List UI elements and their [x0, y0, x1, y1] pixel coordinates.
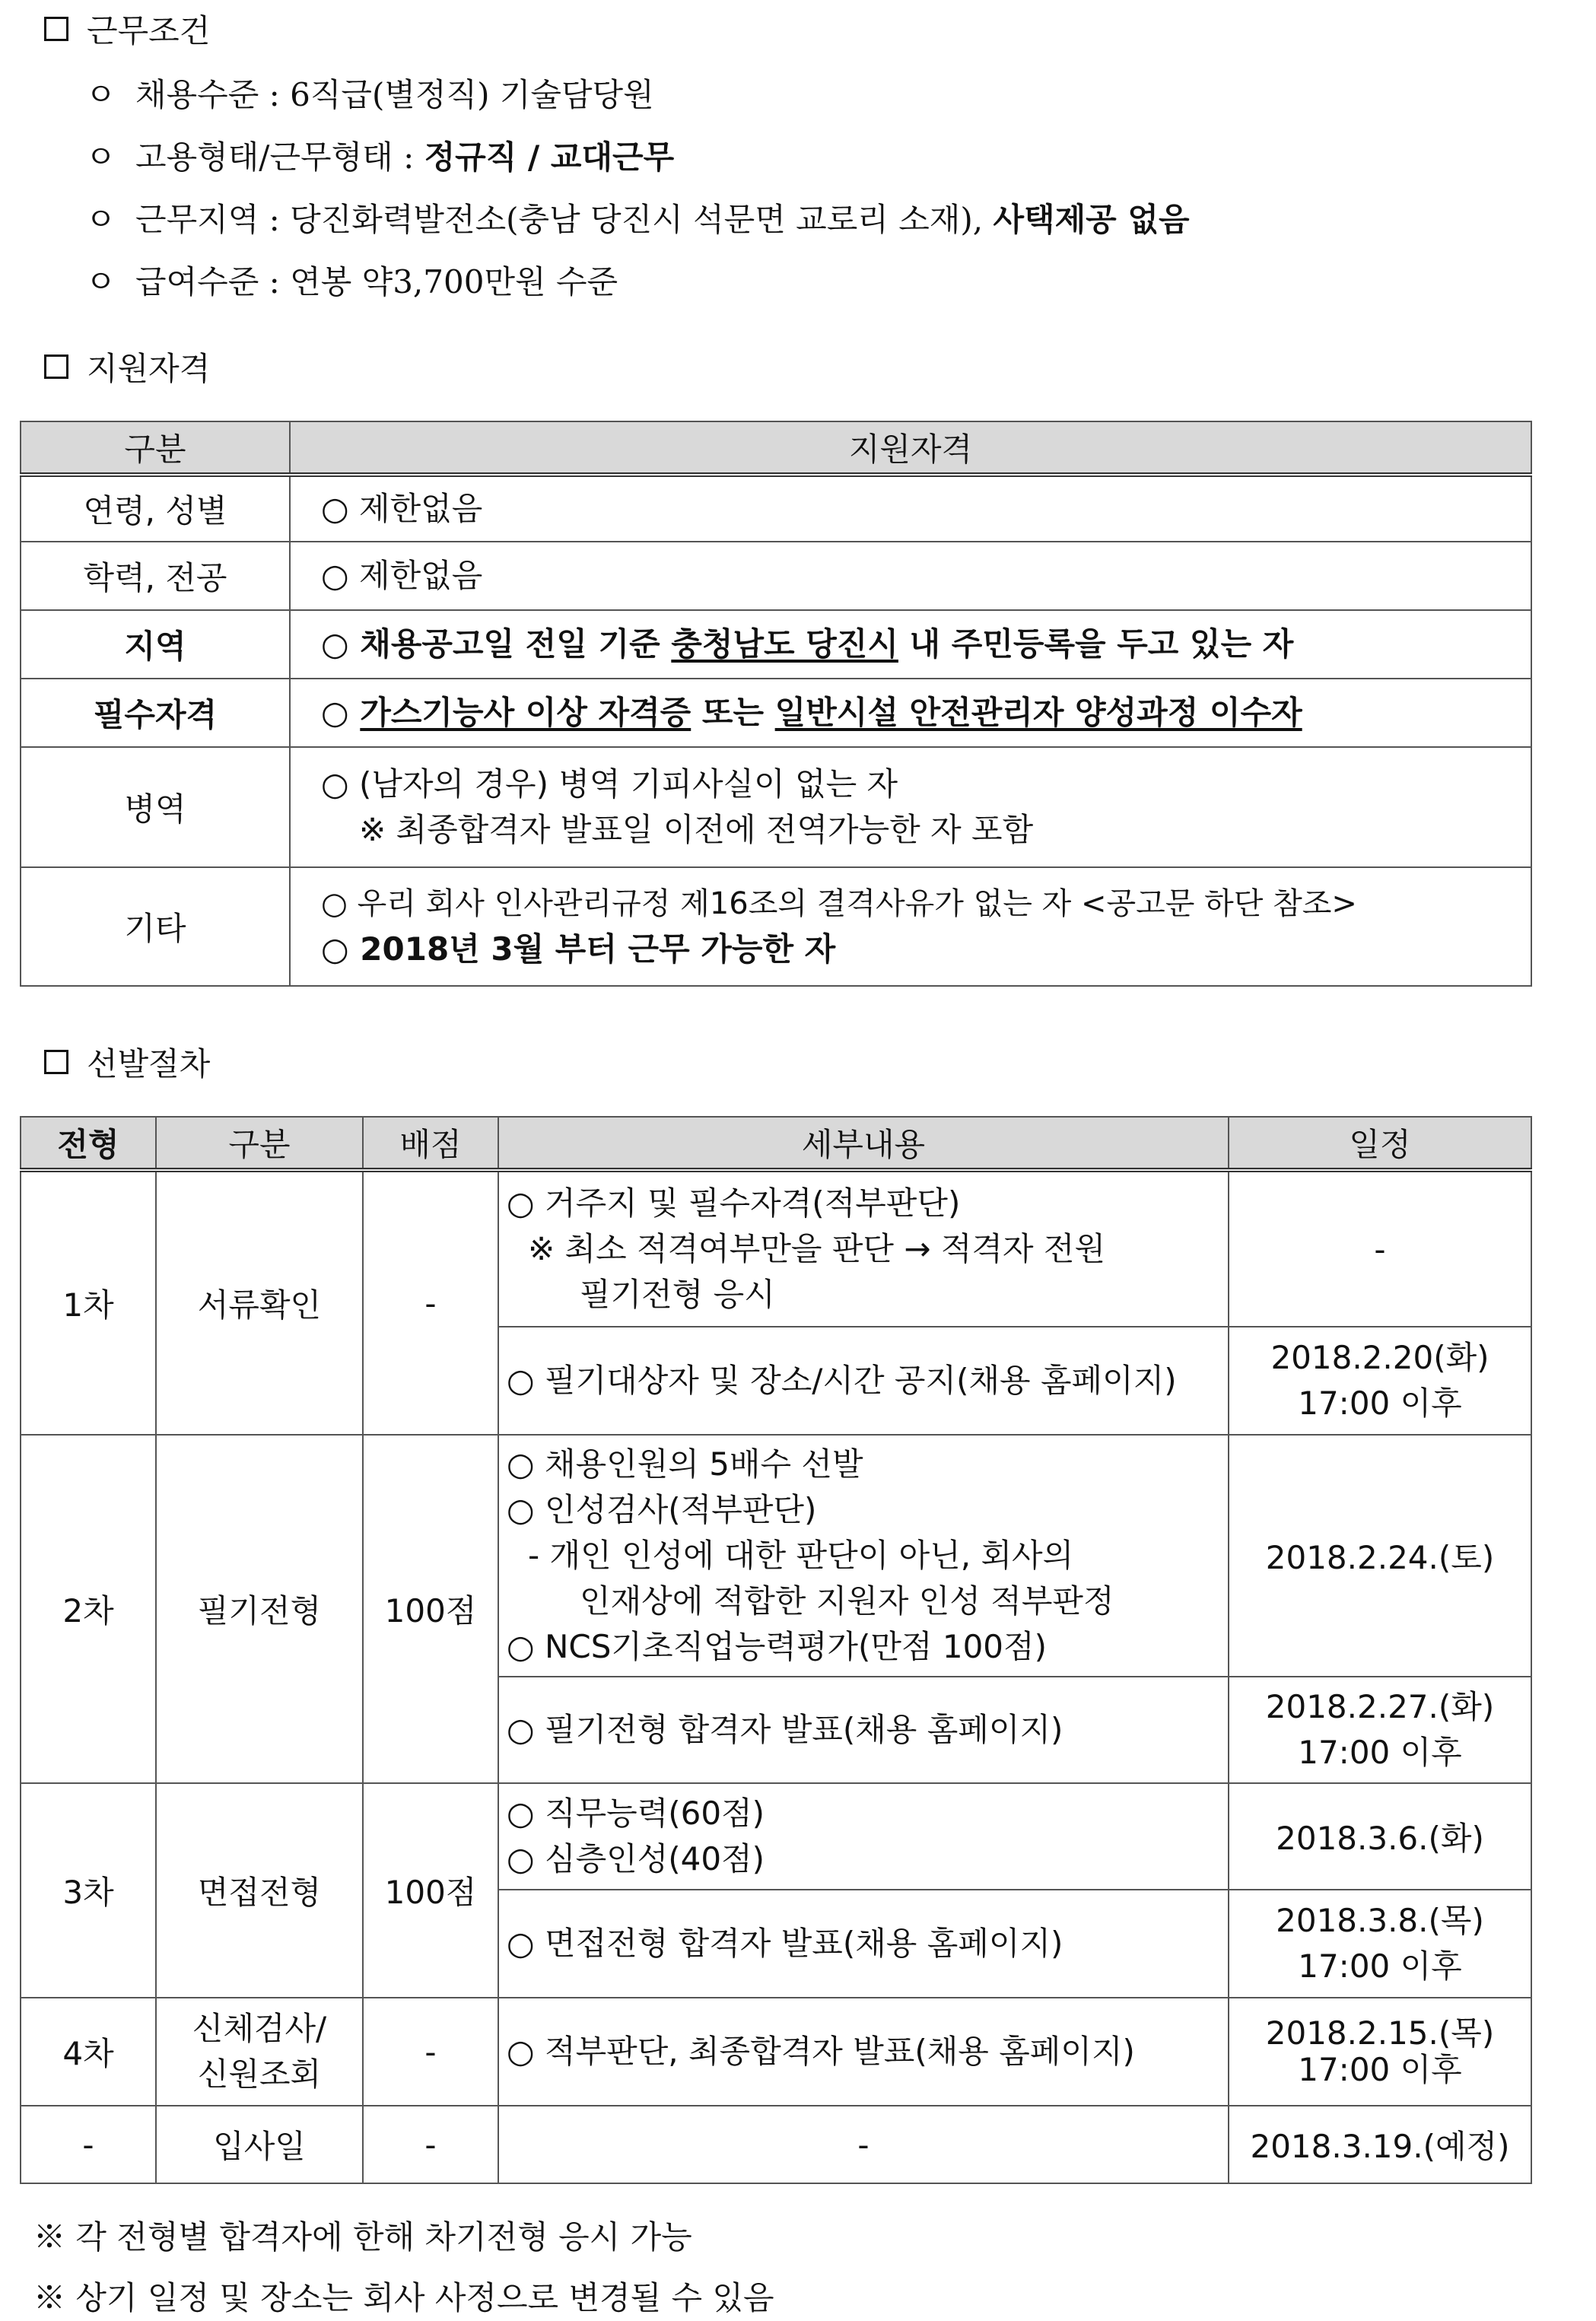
section-title-work-conditions: 근무조건	[44, 6, 210, 52]
header-stage: 전형	[21, 1117, 156, 1170]
table-row: 2차 필기전형 100점 ○ 채용인원의 5배수 선발 ○ 인성검사(적부판단) - 개인 인성에 대한 판단이 아닌, 회사의 인재상에 적합한 지원자 인성 적부판정 ○ NCS기초직업능력평가(만점 100점) 2018.2.24.(토)	[21, 1435, 1531, 1677]
selection-table	[20, 1116, 1532, 2184]
footnote: ※ 각 전형별 합격자에 한해 차기전형 응시 가능	[33, 2218, 692, 2256]
checkbox-icon	[44, 355, 68, 379]
table-row: ○ 필기대상자 및 장소/시간 공지(채용 홈페이지) 2018.2.20(화) 17:00 이후	[21, 1327, 1531, 1435]
table-row: - 입사일 - - 2018.3.19.(예정)	[21, 2106, 1531, 2183]
condition-item: ㅇ 근무지역 : 당진화력발전소(충남 당진시 석문면 교로리 소재), 사택제공 없음	[85, 201, 1190, 238]
table-row: ○ 필기전형 합격자 발표(채용 홈페이지) 2018.2.27.(화) 17:00 이후	[21, 1677, 1531, 1783]
header-schedule: 일정	[1229, 1117, 1531, 1170]
header-qualification: 지원자격	[290, 421, 1531, 475]
footnote: ※ 상기 일정 및 장소는 회사 사정으로 변경될 수 있음	[33, 2279, 774, 2316]
checkbox-icon	[44, 1050, 68, 1074]
header-detail: 세부내용	[498, 1117, 1229, 1170]
checkbox-icon	[44, 17, 68, 41]
section-title-selection: 선발절차	[44, 1039, 210, 1085]
header-category: 구분	[156, 1117, 363, 1170]
qualifications-table	[20, 421, 1532, 987]
condition-item: ㅇ 급여수준 : 연봉 약3,700만원 수준	[85, 263, 618, 300]
table-row: ○ 면접전형 합격자 발표(채용 홈페이지) 2018.3.8.(목) 17:00 이후	[21, 1890, 1531, 1998]
table-row: 기타 ○ 우리 회사 인사관리규정 제16조의 결격사유가 없는 자 <공고문 하단 참조> ○ 2018년 3월 부터 근무 가능한 자	[21, 867, 1531, 986]
table-row: 필수자격 ○ 가스기능사 이상 자격증 또는 일반시설 안전관리자 양성과정 이수자	[21, 679, 1531, 747]
header-score: 배점	[363, 1117, 498, 1170]
condition-item: ㅇ 채용수준 : 6직급(별정직) 기술담당원	[85, 76, 654, 113]
table-row: 학력, 전공 ○ 제한없음	[21, 542, 1531, 610]
table-row: 연령, 성별 ○ 제한없음	[21, 475, 1531, 542]
section-title-qualifications: 지원자격	[44, 344, 210, 389]
header-category: 구분	[21, 421, 290, 475]
condition-item: ㅇ 고용형태/근무형태 : 정규직 / 교대근무	[85, 138, 675, 176]
table-row: 4차 신체검사/ 신원조회 - ○ 적부판단, 최종합격자 발표(채용 홈페이지) 2018.2.15.(목) 17:00 이후	[21, 1998, 1531, 2106]
table-row: 1차 서류확인 - ○ 거주지 및 필수자격(적부판단) ※ 최소 적격여부만을 판단 → 적격자 전원 필기전형 응시 -	[21, 1170, 1531, 1327]
table-row: 3차 면접전형 100점 ○ 직무능력(60점) ○ 심층인성(40점) 2018.3.6.(화)	[21, 1783, 1531, 1890]
table-row: 병역 ○ (남자의 경우) 병역 기피사실이 없는 자 ※ 최종합격자 발표일 이전에 전역가능한 자 포함	[21, 747, 1531, 867]
table-row: 지역 ○ 채용공고일 전일 기준 충청남도 당진시 내 주민등록을 두고 있는 자	[21, 610, 1531, 679]
